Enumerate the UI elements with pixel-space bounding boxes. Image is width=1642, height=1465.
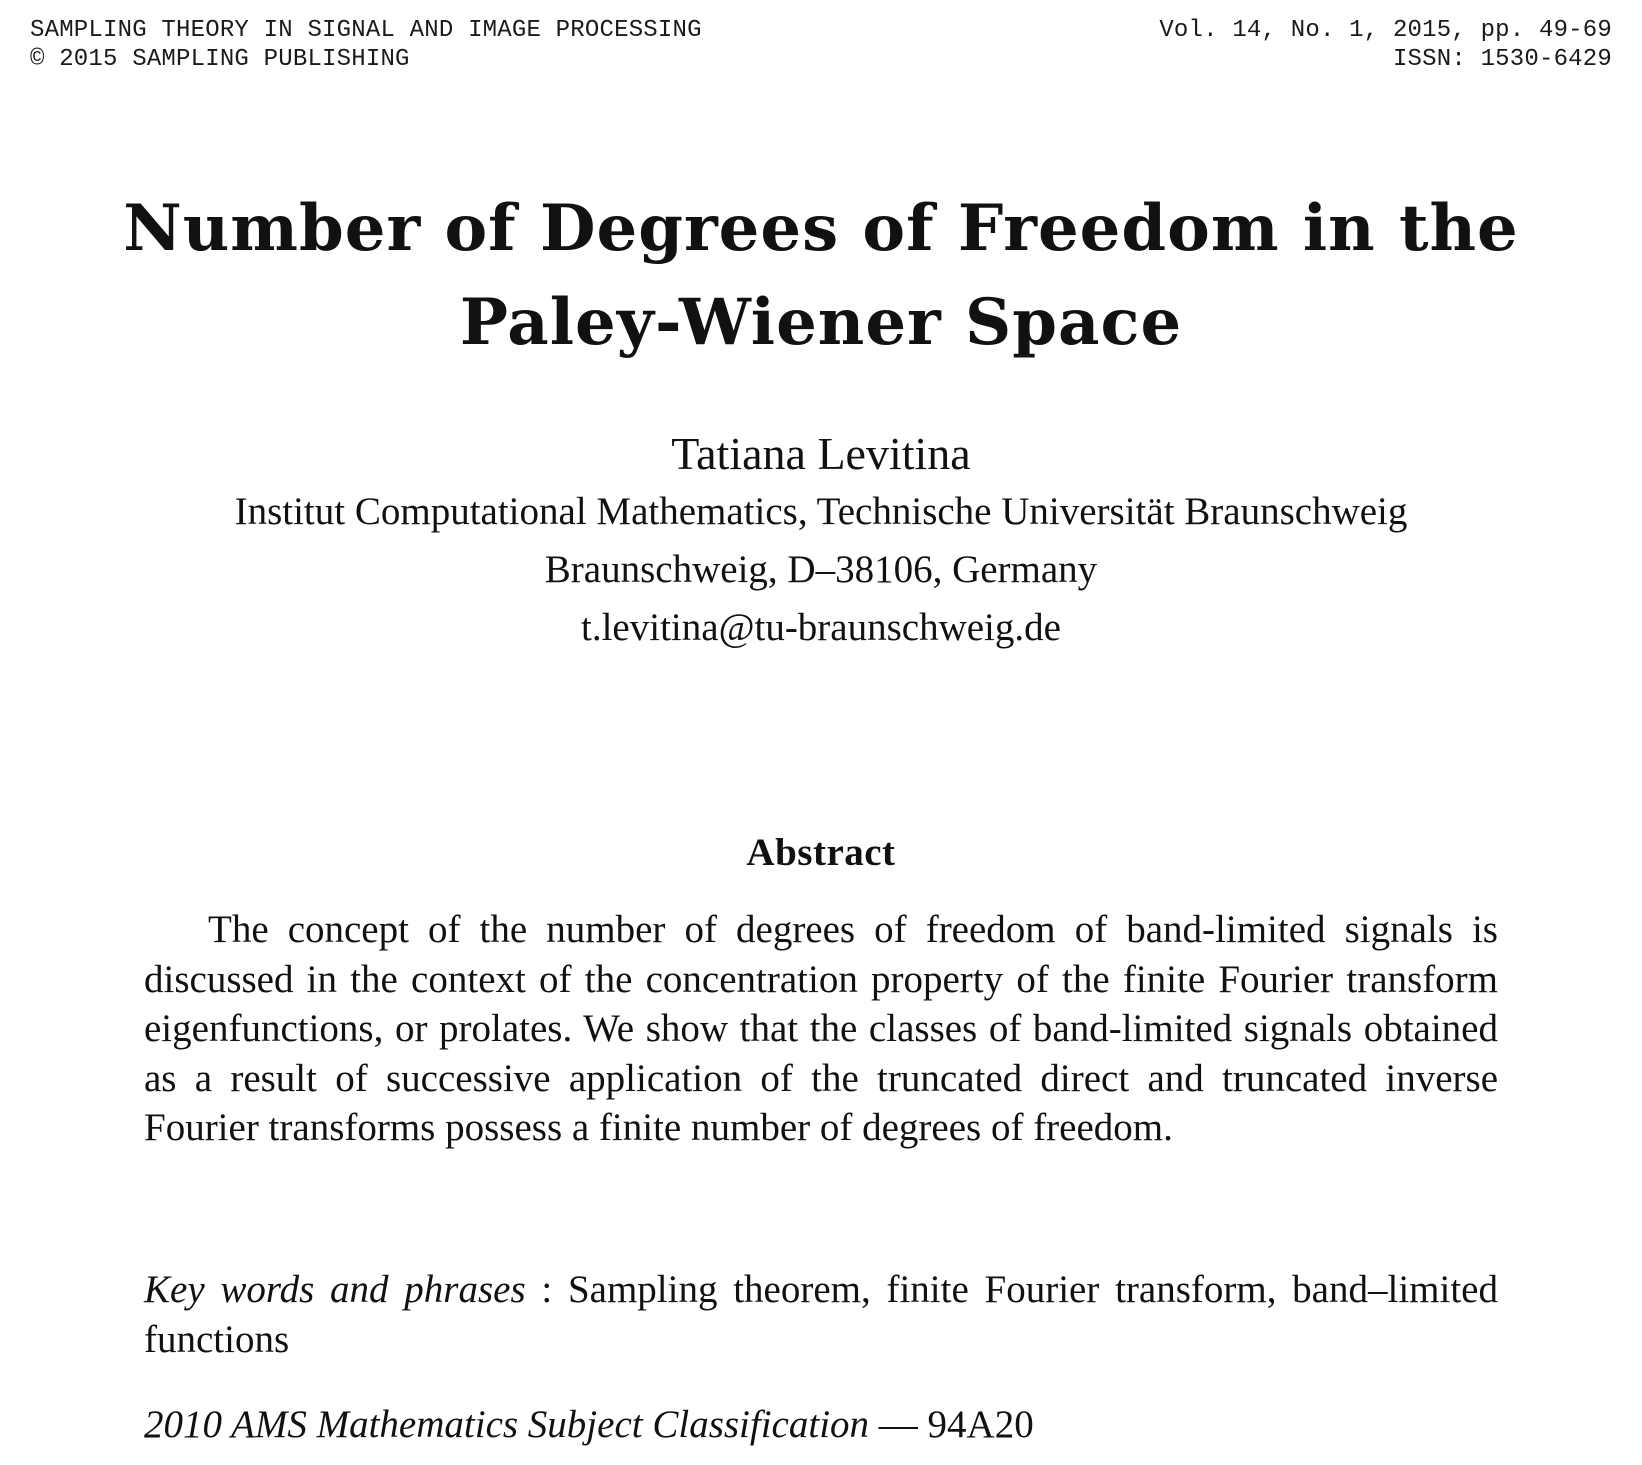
journal-name: SAMPLING THEORY IN SIGNAL AND IMAGE PROCESSING [30, 17, 702, 44]
journal-header-right [1159, 16, 1612, 74]
ams-classification-label: 2010 AMS Mathematics Subject Classification [144, 1403, 870, 1446]
keywords-label: Key words and phrases [144, 1268, 526, 1311]
keywords [144, 1265, 1498, 1365]
abstract-text: The concept of the number of degrees of freedom of band-limited signals is discussed in the context of the concentration property of the finite Fourier transform eigenfunctions, or prolates. We show that the classes of band-limited signals obtained as a result of successive application of the truncated direct and truncated inverse Fourier transforms possess a finite number of degrees of freedom. [144, 908, 1498, 1149]
paper-title-line-1: Number of Degrees of Freedom in the [123, 191, 1519, 266]
author-address: Braunschweig, D–38106, Germany [544, 548, 1098, 591]
issn: ISSN: 1530-6429 [1392, 46, 1612, 73]
author-block [60, 425, 1582, 657]
copyright-notice: © 2015 SAMPLING PUBLISHING [30, 46, 410, 73]
abstract-heading: Abstract [746, 831, 896, 874]
ams-classification-code: 94A20 [927, 1403, 1034, 1446]
keywords-text: Sampling theorem, finite Fourier transform, band–limited functions [144, 1268, 1498, 1361]
paper-title-line-2: Paley-Wiener Space [459, 285, 1183, 360]
ams-classification [144, 1402, 1498, 1448]
ams-classification-separator: — [869, 1403, 928, 1446]
volume-info: Vol. 14, No. 1, 2015, pp. 49-69 [1159, 17, 1612, 44]
keywords-separator: : [525, 1268, 568, 1311]
paper-title [60, 182, 1582, 370]
author-email: t.levitina@tu-braunschweig.de [581, 606, 1061, 649]
journal-header-left [30, 16, 702, 74]
author-name: Tatiana Levitina [671, 428, 971, 479]
author-affiliation: Institut Computational Mathematics, Technische Universität Braunschweig [234, 490, 1408, 533]
